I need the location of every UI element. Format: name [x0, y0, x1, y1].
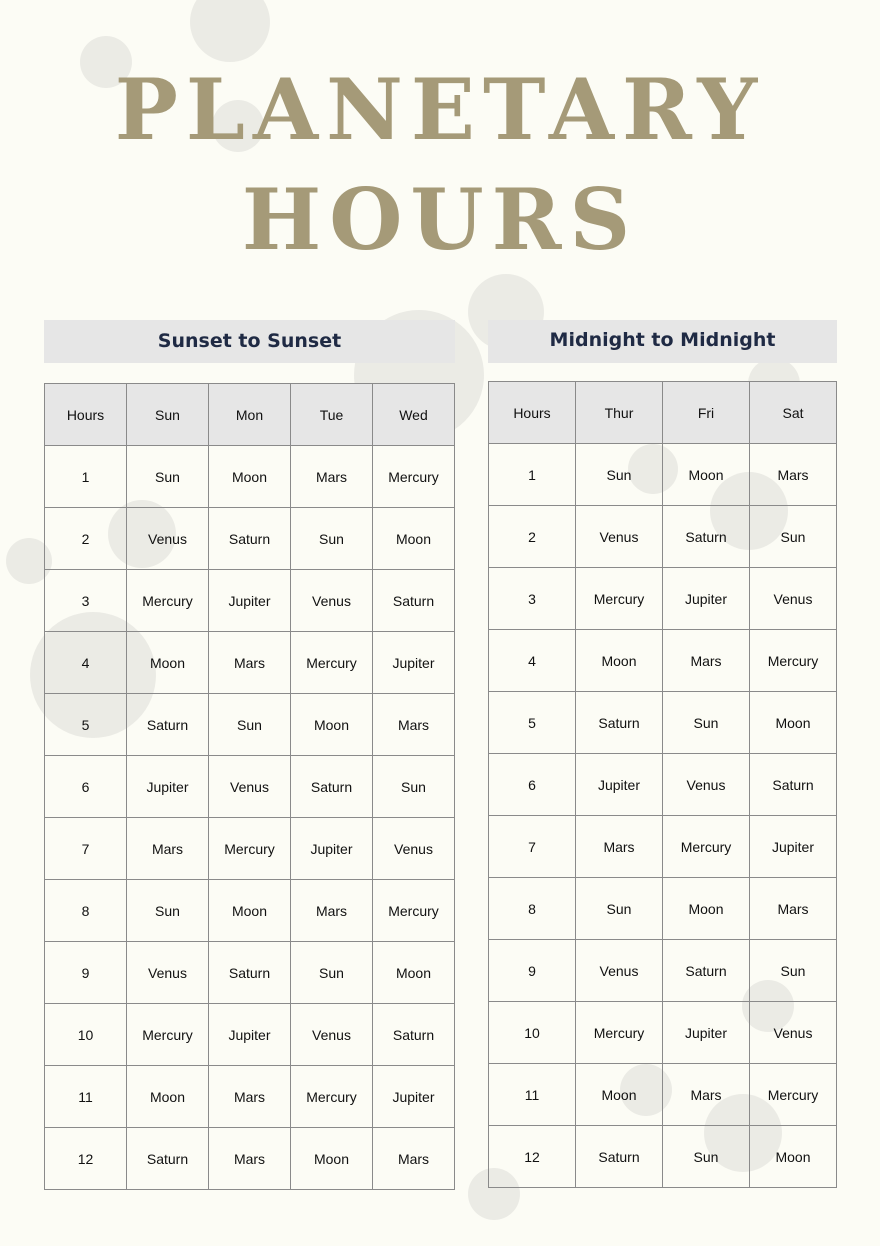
- planet-cell: Sun: [291, 942, 373, 1004]
- planet-cell: Moon: [750, 692, 837, 754]
- planet-cell: Moon: [209, 880, 291, 942]
- table-row: [45, 756, 455, 818]
- column-header: Hours: [489, 382, 576, 444]
- hour-number-cell: 6: [489, 754, 576, 816]
- planet-cell: Moon: [750, 1126, 837, 1188]
- table-row: [489, 816, 837, 878]
- table-row: [489, 878, 837, 940]
- planet-cell: Moon: [576, 1064, 663, 1126]
- planet-cell: Venus: [750, 1002, 837, 1064]
- planet-cell: Venus: [373, 818, 455, 880]
- hour-number-cell: 9: [45, 942, 127, 1004]
- column-header: Fri: [663, 382, 750, 444]
- planet-cell: Sun: [209, 694, 291, 756]
- planet-cell: Moon: [373, 508, 455, 570]
- sunset-section-heading: Sunset to Sunset: [44, 320, 455, 363]
- planet-cell: Mercury: [576, 568, 663, 630]
- planet-cell: Moon: [209, 446, 291, 508]
- page-title-line-1: PLANETARY: [114, 60, 766, 159]
- planet-cell: Moon: [663, 444, 750, 506]
- planet-cell: Saturn: [373, 570, 455, 632]
- table-row: [489, 754, 837, 816]
- planet-cell: Sun: [663, 1126, 750, 1188]
- planet-cell: Venus: [127, 508, 209, 570]
- planet-cell: Mars: [127, 818, 209, 880]
- planet-cell: Saturn: [209, 508, 291, 570]
- hour-number-cell: 5: [45, 694, 127, 756]
- hour-number-cell: 4: [45, 632, 127, 694]
- table-row: [45, 1066, 455, 1128]
- planet-cell: Moon: [576, 630, 663, 692]
- planet-cell: Mars: [291, 880, 373, 942]
- table-row: [45, 570, 455, 632]
- hour-number-cell: 2: [45, 508, 127, 570]
- planet-cell: Venus: [291, 570, 373, 632]
- planet-cell: Jupiter: [663, 1002, 750, 1064]
- table-row: [489, 1002, 837, 1064]
- table-row: [45, 632, 455, 694]
- planet-cell: Moon: [127, 632, 209, 694]
- column-header: Wed: [373, 384, 455, 446]
- planet-cell: Mercury: [663, 816, 750, 878]
- planet-cell: Jupiter: [127, 756, 209, 818]
- planet-cell: Mercury: [373, 880, 455, 942]
- planet-cell: Moon: [291, 694, 373, 756]
- planet-cell: Venus: [127, 942, 209, 1004]
- planet-cell: Venus: [576, 506, 663, 568]
- planet-cell: Saturn: [291, 756, 373, 818]
- planet-cell: Jupiter: [291, 818, 373, 880]
- planet-cell: Venus: [750, 568, 837, 630]
- hour-number-cell: 8: [45, 880, 127, 942]
- column-header: Tue: [291, 384, 373, 446]
- hour-number-cell: 1: [489, 444, 576, 506]
- hour-number-cell: 11: [489, 1064, 576, 1126]
- sunset-hours-table: [44, 383, 455, 1190]
- planet-cell: Saturn: [127, 694, 209, 756]
- hour-number-cell: 10: [489, 1002, 576, 1064]
- planet-cell: Sun: [127, 446, 209, 508]
- midnight-hours-table: [488, 381, 837, 1188]
- hour-number-cell: 10: [45, 1004, 127, 1066]
- table-row: [489, 940, 837, 1002]
- hour-number-cell: 8: [489, 878, 576, 940]
- planet-cell: Venus: [209, 756, 291, 818]
- planet-cell: Mercury: [291, 1066, 373, 1128]
- planet-cell: Mercury: [209, 818, 291, 880]
- decorative-bubble: [190, 0, 270, 62]
- planet-cell: Mercury: [750, 1064, 837, 1126]
- hour-number-cell: 12: [489, 1126, 576, 1188]
- planet-cell: Sun: [576, 878, 663, 940]
- planet-cell: Sun: [750, 506, 837, 568]
- hour-number-cell: 12: [45, 1128, 127, 1190]
- column-header: Sat: [750, 382, 837, 444]
- hour-number-cell: 7: [45, 818, 127, 880]
- table-row: [45, 508, 455, 570]
- hour-number-cell: 1: [45, 446, 127, 508]
- table-header-row: [489, 382, 837, 444]
- planet-cell: Jupiter: [576, 754, 663, 816]
- planet-cell: Jupiter: [209, 1004, 291, 1066]
- table-row: [45, 1128, 455, 1190]
- planet-cell: Sun: [663, 692, 750, 754]
- hour-number-cell: 2: [489, 506, 576, 568]
- planet-cell: Jupiter: [209, 570, 291, 632]
- planet-cell: Saturn: [209, 942, 291, 1004]
- table-row: [45, 818, 455, 880]
- planet-cell: Venus: [576, 940, 663, 1002]
- table-row: [489, 444, 837, 506]
- hour-number-cell: 6: [45, 756, 127, 818]
- planet-cell: Mercury: [576, 1002, 663, 1064]
- column-header: Thur: [576, 382, 663, 444]
- planet-cell: Mars: [291, 446, 373, 508]
- planet-cell: Mars: [209, 1066, 291, 1128]
- planet-cell: Mars: [663, 1064, 750, 1126]
- hour-number-cell: 5: [489, 692, 576, 754]
- planet-cell: Sun: [750, 940, 837, 1002]
- table-row: [45, 694, 455, 756]
- planet-cell: Saturn: [576, 1126, 663, 1188]
- table-row: [45, 1004, 455, 1066]
- table-row: [489, 692, 837, 754]
- planet-cell: Mercury: [291, 632, 373, 694]
- planet-cell: Saturn: [127, 1128, 209, 1190]
- planet-cell: Moon: [663, 878, 750, 940]
- column-header: Hours: [45, 384, 127, 446]
- page-title-line-2: HOURS: [241, 170, 639, 269]
- planet-cell: Sun: [373, 756, 455, 818]
- planet-cell: Jupiter: [663, 568, 750, 630]
- planet-cell: Mars: [576, 816, 663, 878]
- planet-cell: Mars: [209, 1128, 291, 1190]
- hour-number-cell: 11: [45, 1066, 127, 1128]
- planet-cell: Saturn: [373, 1004, 455, 1066]
- hour-number-cell: 3: [489, 568, 576, 630]
- table-row: [489, 1064, 837, 1126]
- table-row: [45, 446, 455, 508]
- planet-cell: Jupiter: [750, 816, 837, 878]
- hour-number-cell: 9: [489, 940, 576, 1002]
- planet-cell: Moon: [127, 1066, 209, 1128]
- hour-number-cell: 3: [45, 570, 127, 632]
- planet-cell: Moon: [373, 942, 455, 1004]
- planet-cell: Mars: [750, 878, 837, 940]
- planet-cell: Venus: [663, 754, 750, 816]
- planet-cell: Saturn: [663, 506, 750, 568]
- planet-cell: Mars: [750, 444, 837, 506]
- planet-cell: Saturn: [750, 754, 837, 816]
- planet-cell: Sun: [576, 444, 663, 506]
- planet-cell: Moon: [291, 1128, 373, 1190]
- hour-number-cell: 4: [489, 630, 576, 692]
- planet-cell: Mars: [209, 632, 291, 694]
- table-row: [489, 630, 837, 692]
- table-row: [489, 568, 837, 630]
- midnight-section-heading: Midnight to Midnight: [488, 320, 837, 363]
- planet-cell: Mercury: [127, 1004, 209, 1066]
- planet-cell: Saturn: [663, 940, 750, 1002]
- table-row: [489, 1126, 837, 1188]
- table-row: [489, 506, 837, 568]
- planet-cell: Mercury: [127, 570, 209, 632]
- table-header-row: [45, 384, 455, 446]
- planet-cell: Mercury: [750, 630, 837, 692]
- planet-cell: Mars: [373, 694, 455, 756]
- planet-cell: Jupiter: [373, 1066, 455, 1128]
- column-header: Mon: [209, 384, 291, 446]
- planet-cell: Venus: [291, 1004, 373, 1066]
- planet-cell: Mercury: [373, 446, 455, 508]
- planet-cell: Sun: [127, 880, 209, 942]
- planet-cell: Mars: [373, 1128, 455, 1190]
- table-row: [45, 942, 455, 1004]
- table-row: [45, 880, 455, 942]
- planet-cell: Mars: [663, 630, 750, 692]
- hour-number-cell: 7: [489, 816, 576, 878]
- planet-cell: Saturn: [576, 692, 663, 754]
- planet-cell: Jupiter: [373, 632, 455, 694]
- planet-cell: Sun: [291, 508, 373, 570]
- column-header: Sun: [127, 384, 209, 446]
